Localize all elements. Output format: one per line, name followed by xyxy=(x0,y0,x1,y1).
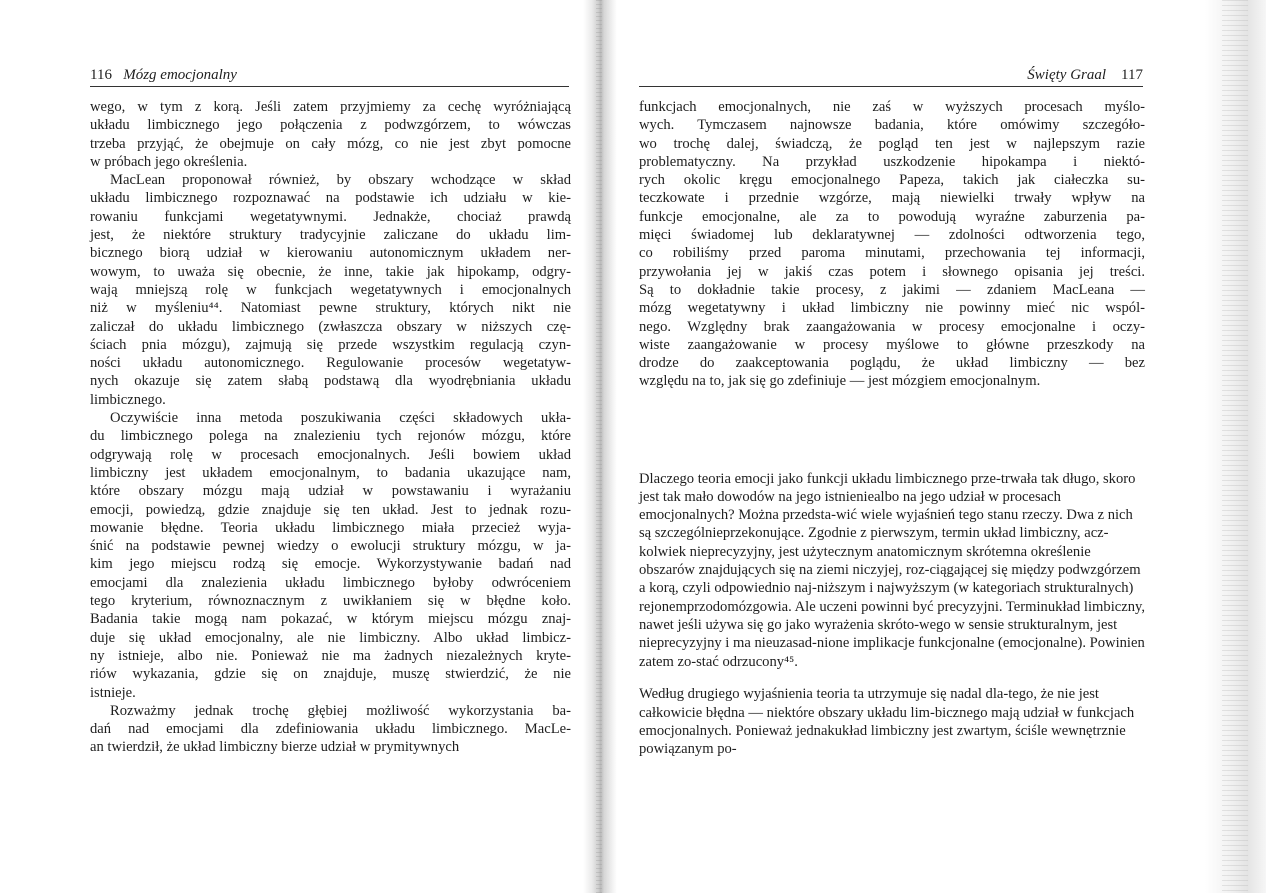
right-page-body-top xyxy=(639,98,1145,391)
text-line: dań nad emocjami dla zdefiniowania układu limbicznego. MacLe- xyxy=(90,721,571,738)
text-line: Oczywiście inna metoda poszukiwania części składowych ukła- xyxy=(110,410,571,427)
text-line: kim jego miejscu rodzą się emocje. Wykorzystywanie badań nad xyxy=(90,556,571,573)
page-number-left: 116 xyxy=(90,67,112,83)
text-line: trzeba przyjąć, że obejmuje on cały mózg, co nie jest zbyt pomocne xyxy=(90,135,571,152)
text-line: mięci świadomej lub deklaratywnej — zdolności odtworzenia tego, xyxy=(639,227,1145,244)
text-line: limbiczny jest układem emocjonalnym, to badania ukazujące nam, xyxy=(90,464,571,481)
text-line: nione implikacje funkcjonalne (emocjonalne). Powinien zatem zo- xyxy=(639,635,1145,670)
text-line: rowaniu funkcjami wegetatywnymi. Jednakże, chociaż prawdą xyxy=(90,208,571,225)
text-line: nego. Względny brak zaangażowania w procesy emocjonalne i oczy- xyxy=(639,318,1145,335)
text-line: wego w sensie strukturalnym, jest nieprecyzyjny i ma nieuzasad- xyxy=(639,616,1118,652)
page-edge-texture xyxy=(1222,0,1248,893)
text-line: układ limbiczny jest zwartym, ściśle wewnętrznie powiązanym po- xyxy=(639,723,1126,758)
text-line: niż w myśleniu⁴⁴. Natomiast pewne struktury, których nikt nie xyxy=(90,300,571,317)
text-line: w próbach jego określenia. xyxy=(90,153,248,170)
left-page xyxy=(0,0,583,893)
text-line: Rozważmy jednak trochę głębiej możliwość wykorzystania ba- xyxy=(110,702,571,719)
right-page xyxy=(617,0,1205,893)
text-line: trwała tak długo, skoro jest tak mało dowodów na jego istnienie xyxy=(639,470,1136,505)
text-line: wowym, to uważa się obecnie, że inne, takie jak hipokamp, odgry- xyxy=(90,263,571,280)
paragraph xyxy=(639,685,1145,758)
text-line: wają mniejszą rolę w funkcjach wegetatywnych i emocjonalnych xyxy=(90,281,571,298)
text-line: rych okolic kręgu emocjonalnego Papeza, takich jak ciałeczka su- xyxy=(639,172,1145,189)
text-line: co robiliśmy przed paroma minutami, przechowania tej informacji, xyxy=(639,245,1145,262)
text-line: wiste zaangażowanie w procesy myślowe to główne przeszkody na xyxy=(639,336,1145,353)
text-line: śnić na podstawie pewnej wiedzy o ewolucji struktury mózgu, w ja- xyxy=(90,538,571,555)
text-line: mowanie błędne. Teoria układu limbicznego miała przecież wyja- xyxy=(90,519,571,536)
text-line: teczkowate i przednie wzgórze, mają niewielki trwały wpływ na xyxy=(639,190,1145,207)
text-line: emocji, powiedzą, gdzie znajduje się ten układ. Jest to jednak rozu- xyxy=(90,501,571,518)
text-line: wych. Tymczasem najnowsze badania, które omówimy szczegóło- xyxy=(639,117,1145,134)
text-line: MacLean proponował również, by obszary wchodzące w skład xyxy=(110,172,571,189)
text-line: drodze do zaakceptowania poglądu, że układ limbiczny — bez xyxy=(639,355,1145,372)
text-line: wić wiele wyjaśnień tego stanu rzeczy. Dwa z nich są szczególnie xyxy=(639,507,1133,542)
text-line: ności układu autonomicznego. Regulowanie procesów wegetatyw- xyxy=(90,355,571,372)
text-line: układu limbicznego jego połączenia z podwzgórzem, to wówczas xyxy=(90,117,571,134)
paragraph xyxy=(639,98,1145,391)
text-line: albo na jego udział w procesach emocjonalnych? Można przedsta- xyxy=(639,488,1061,524)
text-line: bicznego mają udział w funkcjach emocjonalnych. Ponieważ jednak xyxy=(639,704,1135,740)
text-line: problematyczny. Na przykład uszkodzenie hipokampa i niektó- xyxy=(639,153,1145,170)
text-line: stać odrzucony⁴⁵. xyxy=(696,653,798,670)
text-line: funkcje emocjonalne, ale za to powodują wyraźne zaburzenia pa- xyxy=(639,208,1145,225)
left-running-header xyxy=(90,64,569,87)
page-number-right: 117 xyxy=(1121,67,1143,83)
text-line: tego kryterium, równoznacznym z uwikłaniem się w błędne koło. xyxy=(90,593,571,610)
text-line: wego, w tym z korą. Jeśli zatem przyjmiemy za cechę wyróżniającą xyxy=(90,99,571,115)
text-line: duje się układ emocjonalny, ale nie limbiczny. Albo układ limbicz- xyxy=(90,629,571,646)
text-line: odgrywają rolę w procesach emocjonalnych. Jeśli bowiem układ xyxy=(90,446,571,463)
right-running-header xyxy=(639,64,1143,87)
text-line: przywołania jej w jakiś czas potem i słownego opisania jej treści. xyxy=(639,263,1145,280)
text-line: Są to dokładnie takie procesy, z jakimi — zdaniem MacLeana — xyxy=(639,281,1145,298)
left-page-body xyxy=(90,98,571,757)
text-line: względu na to, jak się go zdefiniuje — jest mózgiem emocjonalnym. xyxy=(639,373,1041,390)
text-line: emocjami dla znalezienia układu limbicznego byłoby odwróceniem xyxy=(90,574,571,591)
text-line: które obszary mózgu mają udział w powstawaniu i wyrażaniu xyxy=(90,483,571,500)
text-line: zaliczał do układu limbicznego (zwłaszcza obszary w niższych czę- xyxy=(90,318,571,335)
text-line: ciągającej się między podwzgórzem a korą, czyli odpowiednio naj- xyxy=(639,562,1141,597)
text-line: wo trochę dalej, świadczą, że pogląd ten jest w najlepszym razie xyxy=(639,135,1145,152)
running-title-right: Święty Graal xyxy=(1027,67,1107,83)
text-line: na określenie obszarów znajdujących się na ziemi niczyjej, roz- xyxy=(639,543,1091,579)
gutter-texture xyxy=(596,0,602,893)
text-line: Badania takie mogą nam pokazać, w którym miejscu mózgu znaj- xyxy=(90,611,571,628)
text-line: układu limbicznego rozpoznawać na podstawie ich udziału w kie- xyxy=(90,190,571,207)
text-line: układ limbiczny, nawet jeśli używa się go jako wyrażenia skróto- xyxy=(639,598,1145,633)
text-line: istnieje. xyxy=(90,684,136,701)
text-line: du limbicznego polega na znalezieniu tych rejonów mózgu, które xyxy=(90,428,571,445)
text-line: niższym i najwyższym (w kategoriach strukturalnych) rejonem xyxy=(639,580,1134,615)
running-title-left: Mózg emocjonalny xyxy=(123,67,237,83)
text-line: przekonujące. Zgodnie z pierwszym, termin układ limbiczny, acz- xyxy=(722,525,1109,542)
text-line: nych okazuje się zatem słabą podstawą dla wyodrębniania układu xyxy=(90,373,571,390)
paragraph xyxy=(90,171,571,409)
text-line: Według drugiego wyjaśnienia teoria ta utrzymuje się nadal dla- xyxy=(639,686,1009,703)
text-line: przodomózgowia. Ale uczeni powinni być precyzyjni. Termin xyxy=(686,598,1048,615)
text-line: jest, że niektóre struktury tradycyjnie zaliczane do układu lim- xyxy=(90,227,571,244)
text-line: bicznego biorą udział w kierowaniu autonomicznym układem ner- xyxy=(90,245,571,262)
text-line: funkcjach emocjonalnych, nie zaś w wyższych procesach myślo- xyxy=(639,99,1145,115)
text-line: kolwiek nieprecyzyjny, jest użytecznym anatomicznym skrótem xyxy=(639,543,1014,560)
right-page-body-bottom xyxy=(639,455,1145,773)
text-line: riów wykazania, gdzie się on znajduje, muszę stwierdzić, że nie xyxy=(90,666,571,683)
paragraph xyxy=(90,98,571,171)
text-line: mózg wegetatywny i układ limbiczny nie powinny mieć nic wspól- xyxy=(639,300,1145,317)
paragraph xyxy=(90,409,571,702)
text-line: an twierdził, że układ limbiczny bierze udział w prymitywnych xyxy=(90,739,460,756)
text-line: Dlaczego teoria emocji jako funkcji układu limbicznego prze- xyxy=(639,470,1001,487)
text-line: tego, że nie jest całkowicie błędna — niektóre obszary układu lim- xyxy=(639,686,1099,721)
text-line: ny istnieje, albo nie. Ponieważ nie ma żadnych niezależnych kryte- xyxy=(90,647,571,664)
paragraph xyxy=(639,470,1145,671)
paragraph xyxy=(90,702,571,757)
text-line: limbicznego. xyxy=(90,391,166,408)
text-line: ściach pnia mózgu), zajmują się przede wszystkim regulacją czyn- xyxy=(90,336,571,353)
